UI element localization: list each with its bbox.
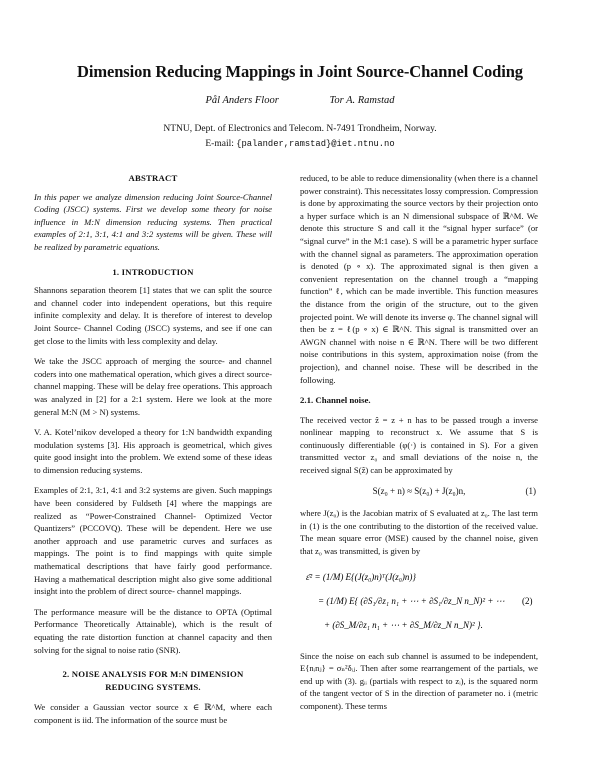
equation-2-graphic <box>300 566 538 642</box>
noise-analysis-heading-line1: 2. NOISE ANALYSIS FOR M:N DIMENSION <box>62 669 244 680</box>
equation-1-body: S(z₀ + n) ≈ S(z₀) + J(z₀)n, <box>372 485 466 496</box>
equation-2 <box>300 566 538 642</box>
noise-analysis-heading-line2: REDUCING SYSTEMS. <box>105 681 201 692</box>
right-paragraph-4: Since the noise on each sub channel is assumed to be independent, E{nᵢnⱼ} = σₙ²δᵢⱼ. Then after some rearrangement of the partials, we end up with (3). gᵢᵢ (partials with respect to zᵢ), is the squared norm of the tangent vector of S in the direction of parameter no. i (metric component). These terms <box>300 650 538 711</box>
right-paragraph-2: The received vector ẑ = z + n has to be passed trough a inverse nonlinear mapping to reconstruct x. We assume that S is continuously differentiable (φ(·) is contained in S). For a given transmitted vector z₀ and small deviations of the noise n, the received signal S(ẑ) can be approximated by <box>300 414 538 476</box>
email-address[interactable]: {palander,ramstad}@iet.ntnu.no <box>236 139 395 149</box>
email-label: E-mail: <box>205 139 234 149</box>
channel-noise-heading: 2.1. Channel noise. <box>300 395 371 406</box>
abstract-text: In this paper we analyze dimension reducing Joint Source-Channel Coding (JSCC) systems. First we develop some theory for noise influence in M:N dimension reducing systems. Then practical examples of 2:1, 3:1, 4:1 and 3:2 systems will be given. These will be realized by parametric equations. <box>34 191 272 252</box>
intro-paragraph-2: We take the JSCC approach of merging the source- and channel coders into one mathematical operation, which gives a direct source- channel mapping. These will be delay free operations. This approach was analyzed in [2] for a 2:1 system. Here we look at the more general M:N (M > N) systems. <box>34 356 272 417</box>
equation-2-number: (2) <box>522 595 533 606</box>
email-line <box>0 137 600 152</box>
intro-paragraph-4: Examples of 2:1, 3:1, 4:1 and 3:2 systems are given. Such mappings have been considered by Fuldseth [4] where the mappings are realized as “Power-Constrained Channel- Optimized Vector Quantizers” (PCCOVQ). These will be dependent. Here we use another approach and use parametric curves and surfaces as mappings. The point is to find mappings with quite simple mathematical descriptions that have fairly good performance. Having a mathematical description might also give some additional insight into the problem of direct source- channel mappings. <box>34 485 272 597</box>
author-1: Pål Anders Floor <box>205 95 279 106</box>
equation-1 <box>300 485 538 498</box>
svg-text:= (1/M) E{ (∂S₁/∂z₁ n₁ + ⋯ + ∂: = (1/M) E{ (∂S₁/∂z₁ n₁ + ⋯ + ∂S₁/∂z_N n_N)² + ⋯ <box>318 595 505 606</box>
equation-1-number: (1) <box>525 485 536 496</box>
right-column <box>300 172 538 721</box>
affiliation-block <box>0 122 600 152</box>
intro-paragraph-1: Shannons separation theorem [1] states that we can split the source and channel coder into independent operations, but this require infinite complexity and delay. It is therefore of interest to develop Joint Source- Channel Coding (JSCC) systems, and see if one can get close to the limits with less complexity and delay. <box>34 285 272 346</box>
page-title: Dimension Reducing Mappings in Joint Source-Channel Coding <box>77 62 523 81</box>
left-column <box>34 172 272 735</box>
right-paragraph-3: where J(z₀) is the Jacobian matrix of S evaluated at z₀. The last term in (1) is the one contributing to the distortion of the received value. The mean square error (MSE) caused by the channel noise, given that z₀ was transmitted, is given by <box>300 508 538 557</box>
right-paragraph-1: reduced, to be able to reduce dimensionality (when there is a channel power constraint). This necessitates lossy compression. Compression is done by approximating the source vectors by their projection onto a hyper surface which is an N dimensional subspace of ℝ^M. We denote this structure S and call it the “signal hyper surface” (or “signal curve” in the M:1 case). S will be a parametric hyper surface with the channel signal as parameters. The approximation operation is denoted (p ∘ x). The approximated signal is then given a convenient representation on the channel trough a “mapping function” ℓ, which can be made invertible. This function measures the distance from the origin of the structure, out to the given projected point. We will denote its inverse φ. The channel signal will then be z = ℓ(p ∘ x) ∈ ℝ^N. This signal is transmitted over an AWGN channel with noise n ∈ ℝ^N. There will be two different noise contributions in this system, approximation noise (from the projection), and channel noise. These will be described in the following. <box>300 173 538 385</box>
authors <box>0 95 600 106</box>
intro-paragraph-5: The performance measure will be the distance to OPTA (Optimal Performance Theoretically Attainable), which is the result of equating the rate distortion function at channel capacity and then solving for the signal to noise ratio (SNR). <box>34 606 272 655</box>
intro-heading: 1. INTRODUCTION <box>112 266 194 277</box>
svg-text:ε̄² = (1/M) E{(J(z₀)n)ᵀ(J(z₀)n: ε̄² = (1/M) E{(J(z₀)n)ᵀ(J(z₀)n)} <box>306 571 416 582</box>
svg-text:+ (∂S_M/∂z₁ n₁ + ⋯ + ∂S_M/∂z_N: + (∂S_M/∂z₁ n₁ + ⋯ + ∂S_M/∂z_N n_N)² }. <box>324 619 483 630</box>
author-2: Tor A. Ramstad <box>329 95 395 106</box>
abstract-heading: ABSTRACT <box>128 173 178 183</box>
intro-paragraph-3: V. A. Kotel’nikov developed a theory for 1:N bandwidth expanding modulation systems [3]. His approach is geometrical, which gives quite good insight into the problem. We extend some of these ideas to dimension reducing systems. <box>34 427 272 475</box>
noise-analysis-paragraph: We consider a Gaussian vector source x ∈ ℝ^M, where each component is iid. The information of the source must be <box>34 702 272 725</box>
affiliation: NTNU, Dept. of Electronics and Telecom. N-7491 Trondheim, Norway. <box>163 124 437 134</box>
